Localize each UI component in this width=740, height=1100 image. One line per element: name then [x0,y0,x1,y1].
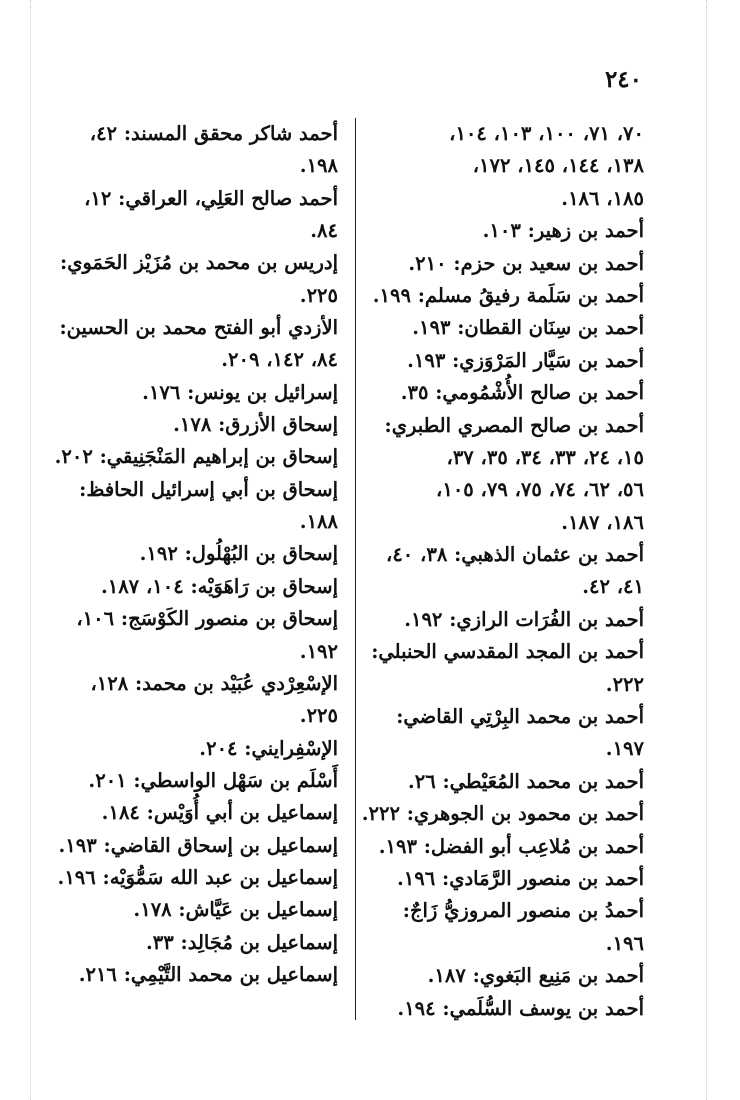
index-entry-line: ١٥، ٢٤، ٣٣، ٣٤، ٣٥، ٣٧، [446,445,644,469]
index-entry-line: ١٩٨. [299,154,338,178]
index-entry-line: إسماعيل بن إسحاق القاضي: ١٩٣. [58,833,338,857]
index-entry-line: ٢٢٥. [299,704,338,728]
index-entry-line: ١٨٦، ١٨٧. [561,510,644,534]
index-entry-line: إسماعيل بن محمد التَّيْمِي: ٢١٦. [78,962,338,986]
index-column-left [38,118,338,991]
index-entry-line: أحمد بن محمد البِرْتِي القاضي: [396,705,644,729]
index-entry-line: ٢٢٥. [299,283,338,307]
index-entry-line: أحمد بن منصور الرَّمَادي: ١٩٦. [396,866,644,890]
index-entry-line: أحمد بن سِنَان القطان: ١٩٣. [412,316,644,340]
scan-dotted-edge-right [706,0,708,1100]
index-entry-line: ٨٤، ١٤٢، ٢٠٩. [221,348,338,372]
index-entry-line: أحمد بن محمد المُعَيْطي: ٢٦. [407,769,644,793]
page-number: ٢٤٠ [604,66,642,93]
index-entry-line: إسحاق بن رَاهَوَيْه: ١٠٤، ١٨٧. [100,574,338,598]
index-entry-line: إسحاق بن أبي إسرائيل الحافظ: [79,477,338,501]
index-entry-line: الإسْفِرايني: ٢٠٤. [199,736,338,760]
index-entry-line: أحمد بن سعيد بن حزم: ٢١٠. [408,251,644,275]
index-entry-line: ٤١، ٤٢. [582,575,644,599]
index-entry-line: إسحاق بن البُهْلُول: ١٩٢. [139,542,338,566]
index-entry-line: إسماعيل بن مُجَالِد: ٣٣. [146,930,338,954]
index-entry-line: ٧٠، ٧١، ١٠٠، ١٠٣، ١٠٤، [449,122,644,145]
index-entry-line: أحمد شاكر محقق المسند: ٤٢، [89,122,338,145]
index-entry-line: ١٨٥، ١٨٦. [561,186,644,210]
index-entry-line: أحمد بن سَلَمة رفيقُ مسلم: ١٩٩. [372,283,644,307]
index-entry-line: ٥٦، ٦٢، ٧٤، ٧٥، ٧٩، ١٠٥، [436,478,644,502]
index-entry-line: أحمد بن يوسف السُّلَمي: ١٩٤. [397,996,644,1020]
index-column-right [361,118,644,1025]
index-entry-line: الإسْعِرْدي عُبَيْد بن محمد: ١٢٨، [90,671,338,695]
index-entry-line: إدريس بن محمد بن مُزَيْز الحَمَوي: [60,251,338,275]
index-entry-line: ١٩٢. [299,639,338,663]
index-entry-line: إسحاق بن إبراهيم المَنْجَنِيقي: ٢٠٢. [54,445,338,469]
index-entry-line: أحمد بن المجد المقدسي الحنبلي: [371,640,644,664]
index-entry-line: أحمد بن صالح الأُشْمُومي: ٣٥. [400,381,644,405]
index-entry-line: ١٩٧. [605,737,644,761]
index-entry-line: أحمد بن الفُرَات الرازي: ١٩٢. [404,607,644,631]
index-entry-line: أَسْلَم بن سَهْل الواسطي: ٢٠١. [88,768,338,792]
index-entry-line: ٢٢٢. [605,672,644,696]
index-entry-line: أحمد بن زهير: ١٠٣. [482,219,644,243]
index-entry-line: إسحاق الأزرق: ١٧٨. [173,413,338,437]
index-entry-line: إسرائيل بن يونس: ١٧٦. [142,380,338,404]
column-divider [355,118,356,1020]
index-entry-line: إسماعيل بن أبي أُوَيْس: ١٨٤. [101,801,338,825]
index-entry-line: أحمدُ بن منصور المروزيُّ زَاجٌ: [402,899,644,923]
index-entry-line: أحمد بن صالح المصري الطبري: [384,413,644,437]
index-entry-line: الأزدي أبو الفتح محمد بن الحسين: [59,316,338,340]
index-entry-line: ١٨٨. [299,510,338,534]
index-entry-line: أحمد بن محمود بن الجوهري: ٢٢٢. [361,802,644,826]
index-entry-line: إسماعيل بن عبد الله سَمُّوَيْه: ١٩٦. [57,865,338,889]
index-entry-line: ١٩٦. [605,931,644,955]
index-entry-line: أحمد صالح العَلِي، العراقي: ١٢، [84,186,338,210]
index-entry-line: ١٣٨، ١٤٤، ١٤٥، ١٧٢، [472,154,644,178]
index-entry-line: ٨٤. [310,219,338,243]
scan-dotted-edge-left [30,0,32,1100]
index-entry-line: أحمد بن مُلاعِب أبو الفضل: ١٩٣. [378,834,644,858]
index-entry-line: إسماعيل بن عَيَّاش: ١٧٨. [133,898,338,922]
index-entry-line: أحمد بن مَنِيع البَغوي: ١٨٧. [427,964,644,988]
index-entry-line: إسحاق بن منصور الكَوْسَج: ١٠٦، [76,607,338,631]
index-entry-line: أحمد بن سَيَّار المَرْوَزي: ١٩٣. [407,348,644,372]
index-entry-line: أحمد بن عثمان الذهبي: ٣٨، ٤٠، [386,543,644,567]
